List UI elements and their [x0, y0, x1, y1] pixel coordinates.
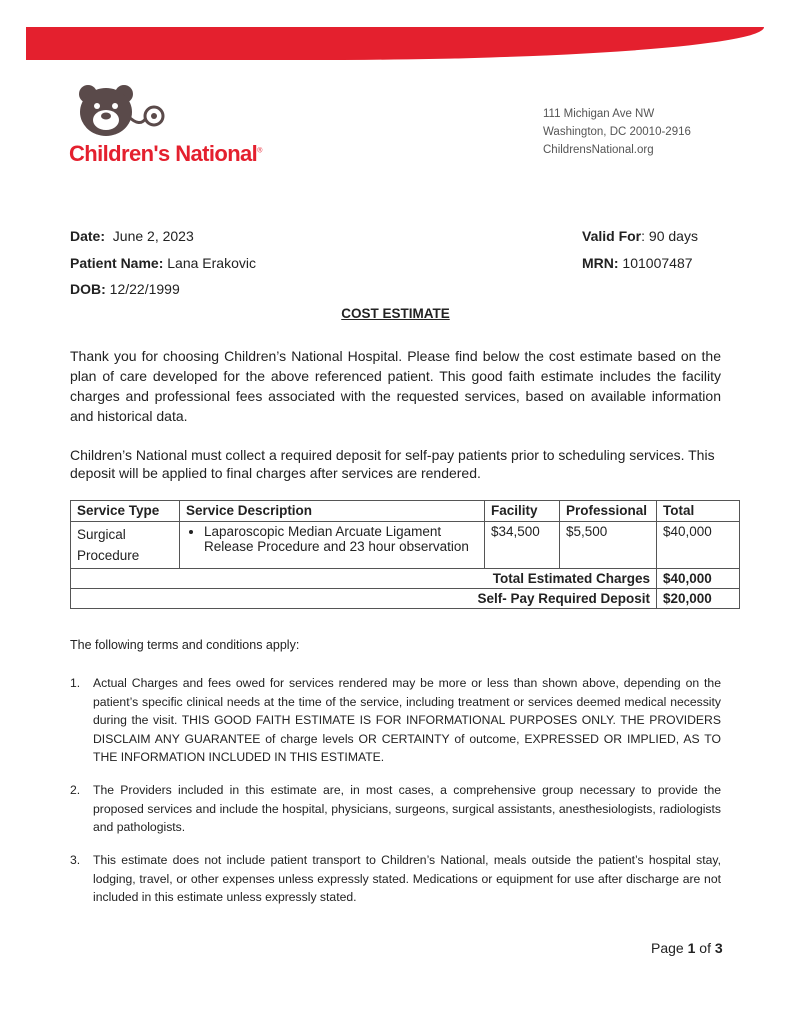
deposit-label: Self- Pay Required Deposit	[71, 589, 657, 609]
dob-label: DOB:	[70, 281, 106, 297]
column-header: Service Type	[71, 501, 180, 522]
service-type-cell: Surgical Procedure	[71, 522, 180, 569]
term-number: 1.	[70, 676, 81, 690]
hospital-address	[543, 105, 691, 159]
term-number: 3.	[70, 853, 81, 867]
patient-name-label: Patient Name:	[70, 255, 164, 271]
valid-for-field	[582, 228, 698, 244]
table-row	[71, 522, 740, 569]
terms-intro: The following terms and conditions apply:	[70, 638, 300, 652]
term-text: This estimate does not include patient transport to Children’s National, meals outside the patient’s hospital stay, lodging, travel, or other expenses unless expressly stated. Medications or equipment for use after discharge are not included in this estimate unless expressly stated.	[93, 853, 721, 904]
intro-paragraph: Thank you for choosing Children’s National Hospital. Please find below the cost estimate based on the plan of care developed for the above referenced patient. This good faith estimate includes the facility charges and professional fees associated with the requested services, based on available information and historical data.	[70, 348, 721, 424]
website-link[interactable]: ChildrensNational.org	[543, 144, 654, 156]
address-line: Washington, DC 20010-2916	[543, 126, 691, 138]
term-text: The Providers included in this estimate are, in most cases, a comprehensive group necessary to provide the proposed services and include the hospital, physicians, surgeons, surgical assistants, anesthesiologists, radiologists and pathologists.	[93, 783, 721, 834]
date-label: Date:	[70, 228, 106, 244]
column-header: Facility	[485, 501, 560, 522]
mrn-field	[582, 255, 693, 271]
table-header-row	[71, 501, 740, 522]
patient-name-value: Lana Erakovic	[163, 255, 256, 271]
term-text: Actual Charges and fees owed for services rendered may be more or less than shown above, depending on the patient’s specific clinical needs at the time of the service, including treatment or services deemed medical necessity during the visit. THIS GOOD FAITH ESTIMATE IS FOR INFORMATIONAL PURPOSES ONLY. THE PROVIDERS DISCLAIM ANY GUARANTEE of charge levels OR CERTAINTY of outcome, EXPRESSED OR IMPLIED, AS TO THE INFORMATION INCLUDED IN THIS ESTIMATE.	[93, 676, 721, 764]
professional-cell: $5,500	[560, 522, 657, 569]
term-item	[70, 851, 721, 907]
current-page: 1	[687, 940, 696, 956]
address-line: 111 Michigan Ave NW	[543, 108, 655, 120]
date-value: June 2, 2023	[112, 228, 194, 244]
patient-name-field	[70, 255, 256, 271]
term-number: 2.	[70, 783, 81, 797]
total-pages: 3	[714, 940, 723, 956]
mrn-value: 101007487	[618, 255, 693, 271]
date-field	[70, 228, 194, 244]
valid-for-label: Valid For	[582, 228, 642, 244]
total-charges-label: Total Estimated Charges	[71, 569, 657, 589]
header-banner	[26, 27, 764, 60]
brand-logo-text: Children's National®	[69, 141, 262, 166]
term-item	[70, 674, 721, 767]
dob-field	[70, 281, 180, 297]
deposit-note: Children’s National must collect a required deposit for self-pay patients prior to scheduling services. This deposit will be applied to final charges after services are rendered.	[70, 447, 715, 481]
column-header: Total	[657, 501, 740, 522]
mrn-label: MRN:	[582, 255, 619, 271]
cost-estimate-table	[70, 500, 740, 609]
service-description: • Laparoscopic Median Arcuate Ligament Release Procedure and 23 hour observation	[204, 524, 478, 554]
facility-cell: $34,500	[485, 522, 560, 569]
service-description-cell	[180, 522, 485, 569]
total-charges-row	[71, 569, 740, 589]
dob-value: 12/22/1999	[105, 281, 180, 297]
valid-for-value: : 90 days	[641, 228, 698, 244]
total-cell: $40,000	[657, 522, 740, 569]
deposit-row	[71, 589, 740, 609]
column-header: Professional	[560, 501, 657, 522]
term-item	[70, 781, 721, 837]
total-charges-value: $40,000	[657, 569, 740, 589]
page-indicator: Page 1 of 3	[651, 940, 723, 956]
column-header: Service Description	[180, 501, 485, 522]
deposit-value: $20,000	[657, 589, 740, 609]
document-title: COST ESTIMATE	[341, 306, 450, 321]
